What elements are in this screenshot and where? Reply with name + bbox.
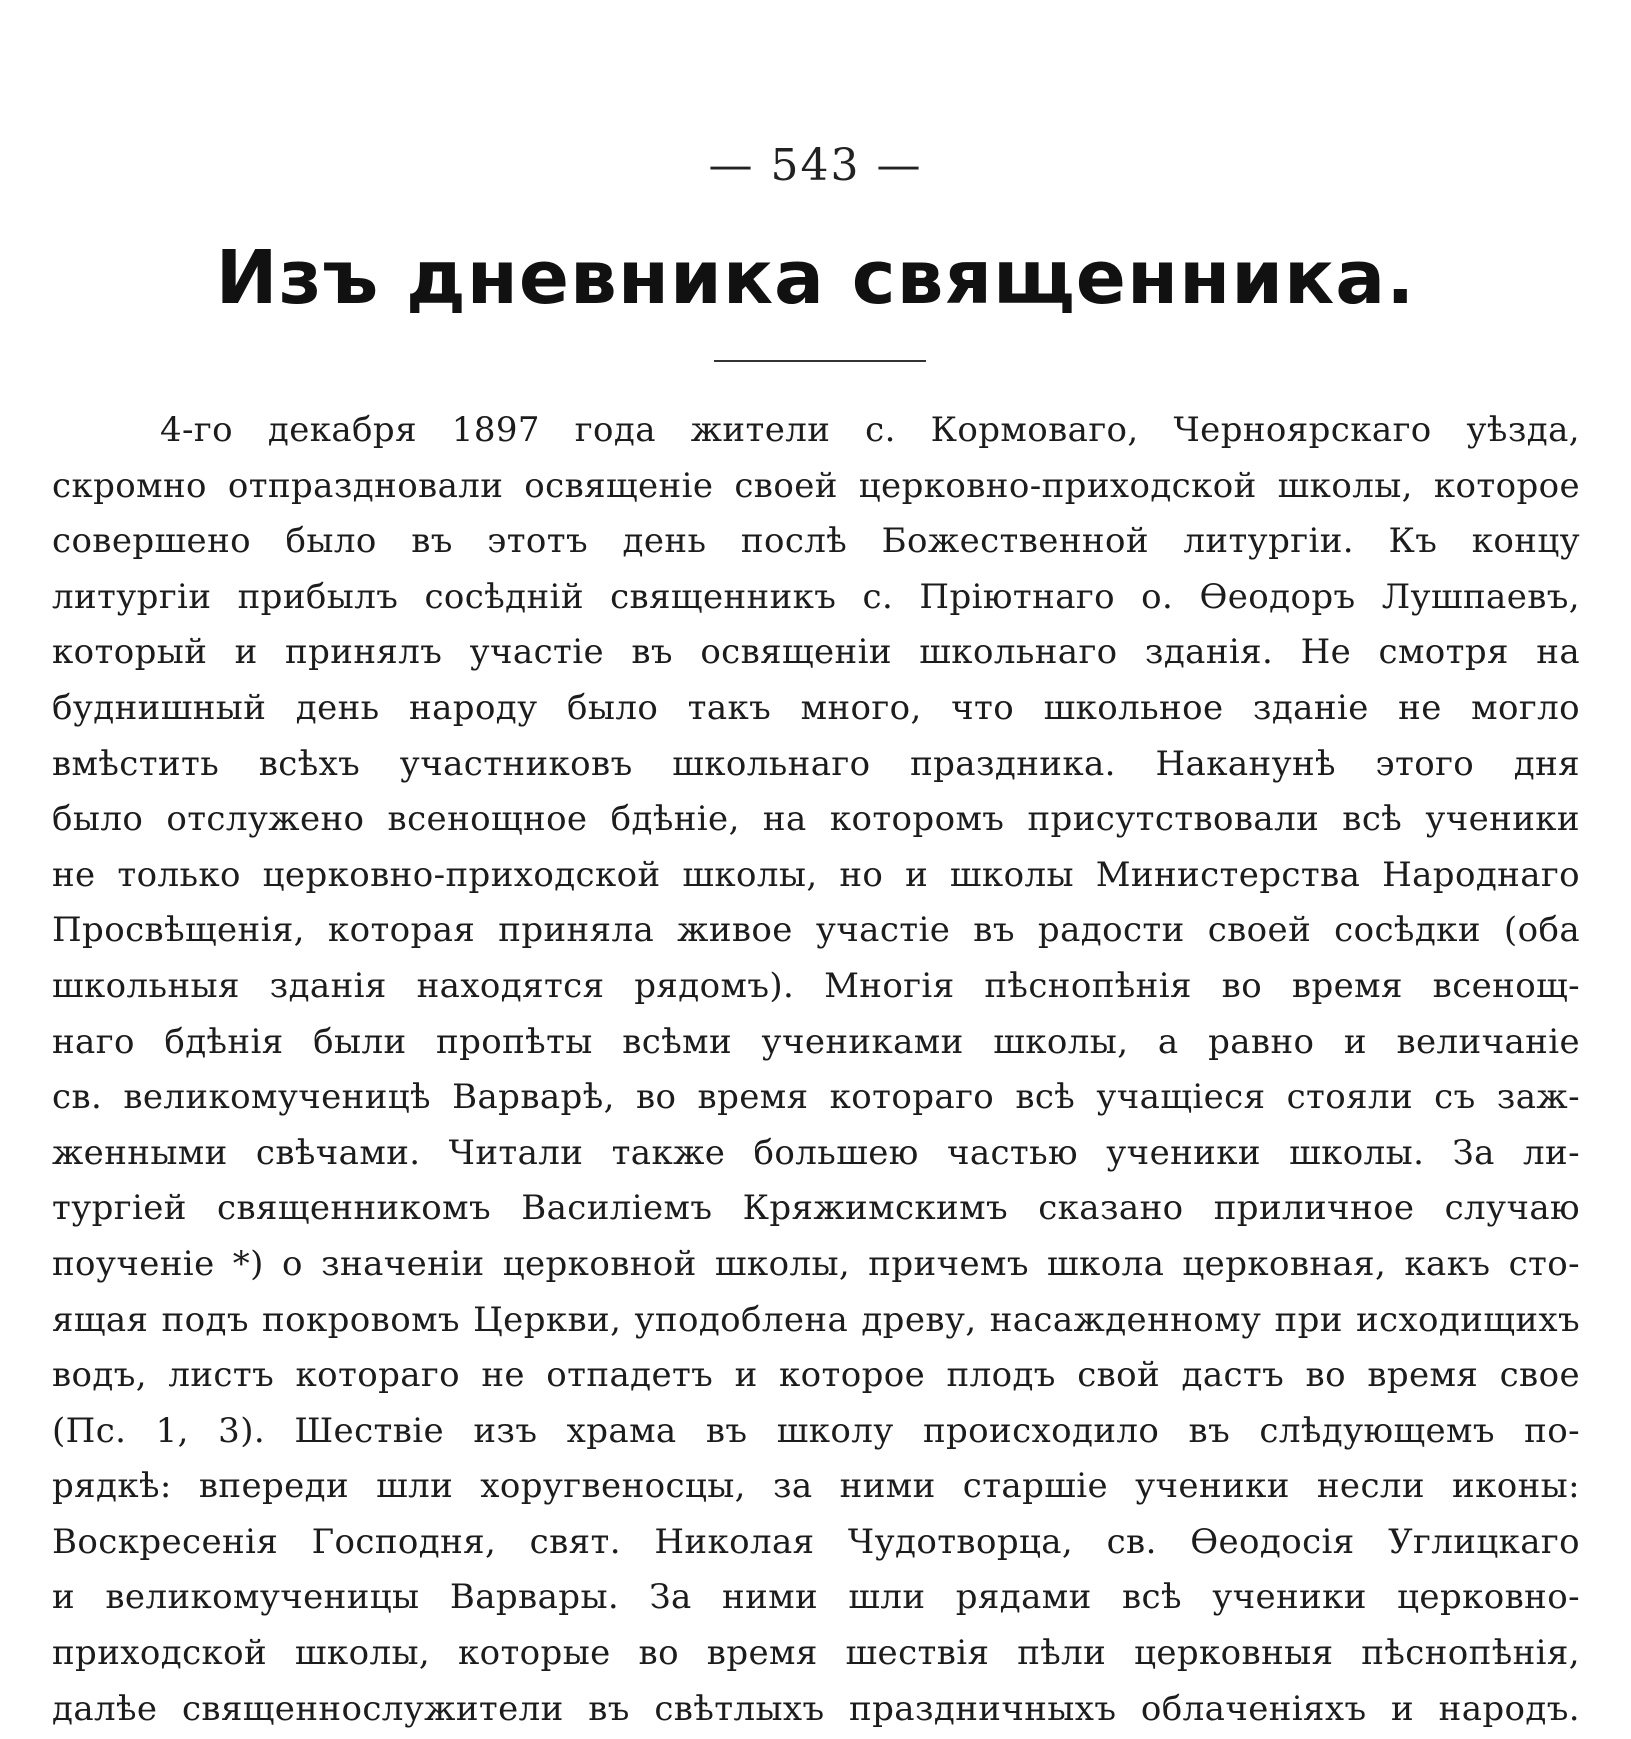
- text-line: скромно отпраздновали освященіе своей церковно-приходской школы, которое: [52, 465, 1580, 506]
- page-number: — 543 —: [708, 140, 923, 191]
- text-line: ящая подъ покровомъ Церкви, уподоблена древу, насажденному при исходищихъ: [52, 1299, 1580, 1340]
- text-line: рядкѣ: впереди шли хоругвеносцы, за ними старшіе ученики несли иконы:: [52, 1466, 1580, 1507]
- text-line: св. великомученицѣ Варварѣ, во время котораго всѣ учащіеся стояли съ заж-: [52, 1077, 1580, 1118]
- text-line: поученіе *) о значеніи церковной школы, причемъ школа церковная, какъ сто-: [52, 1243, 1580, 1284]
- article-title: Изъ дневника священника.: [215, 235, 1416, 321]
- title-divider: [714, 360, 926, 362]
- text-line: Просвѣщенія, которая приняла живое участіе въ радости своей сосѣдки (оба: [52, 910, 1580, 951]
- text-line: наго бдѣнія были пропѣты всѣми учениками школы, а равно и величаніе: [52, 1021, 1580, 1062]
- text-line: 4-го декабря 1897 года жители с. Кормоваго, Черноярскаго уѣзда,: [160, 410, 1580, 450]
- text-line: вмѣстить всѣхъ участниковъ школьнаго праздника. Наканунѣ этого дня: [52, 743, 1580, 784]
- text-line: школьныя зданія находятся рядомъ). Многія пѣснопѣнія во время всенощ-: [52, 965, 1580, 1006]
- text-line: не только церковно-приходской школы, но и школы Министерства Народнаго: [52, 854, 1580, 895]
- text-line: Воскресенія Господня, свят. Николая Чудотворца, св. Ѳеодосія Углицкаго: [52, 1521, 1580, 1562]
- text-line: далѣе священнослужители въ свѣтлыхъ праздничныхъ облаченіяхъ и народъ.: [52, 1688, 1580, 1729]
- text-line: буднишный день народу было такъ много, что школьное зданіе не могло: [52, 687, 1580, 728]
- text-line: женными свѣчами. Читали также большею частью ученики школы. За ли-: [52, 1132, 1580, 1173]
- text-line: приходской школы, которые во время шествія пѣли церковныя пѣснопѣнія,: [52, 1633, 1580, 1674]
- text-line: водъ, листъ котораго не отпадетъ и которое плодъ свой дастъ во время свое: [52, 1355, 1580, 1396]
- text-line: тургіей священникомъ Василіемъ Кряжимскимъ сказано приличное случаю: [52, 1188, 1580, 1229]
- text-line: литургіи прибылъ сосѣдній священникъ с. Пріютнаго о. Ѳеодоръ Лушпаевъ,: [52, 576, 1580, 617]
- text-line: было отслужено всенощное бдѣніе, на которомъ присутствовали всѣ ученики: [52, 799, 1580, 840]
- article-body: [52, 403, 1580, 1737]
- text-line: совершено было въ этотъ день послѣ Божественной литургіи. Къ концу: [52, 521, 1580, 562]
- text-line: (Пс. 1, 3). Шествіе изъ храма въ школу происходило въ слѣдующемъ по-: [52, 1410, 1580, 1451]
- text-line: который и принялъ участіе въ освященіи школьнаго зданія. Не смотря на: [52, 632, 1580, 673]
- text-line: и великомученицы Варвары. За ними шли рядами всѣ ученики церковно-: [52, 1577, 1580, 1618]
